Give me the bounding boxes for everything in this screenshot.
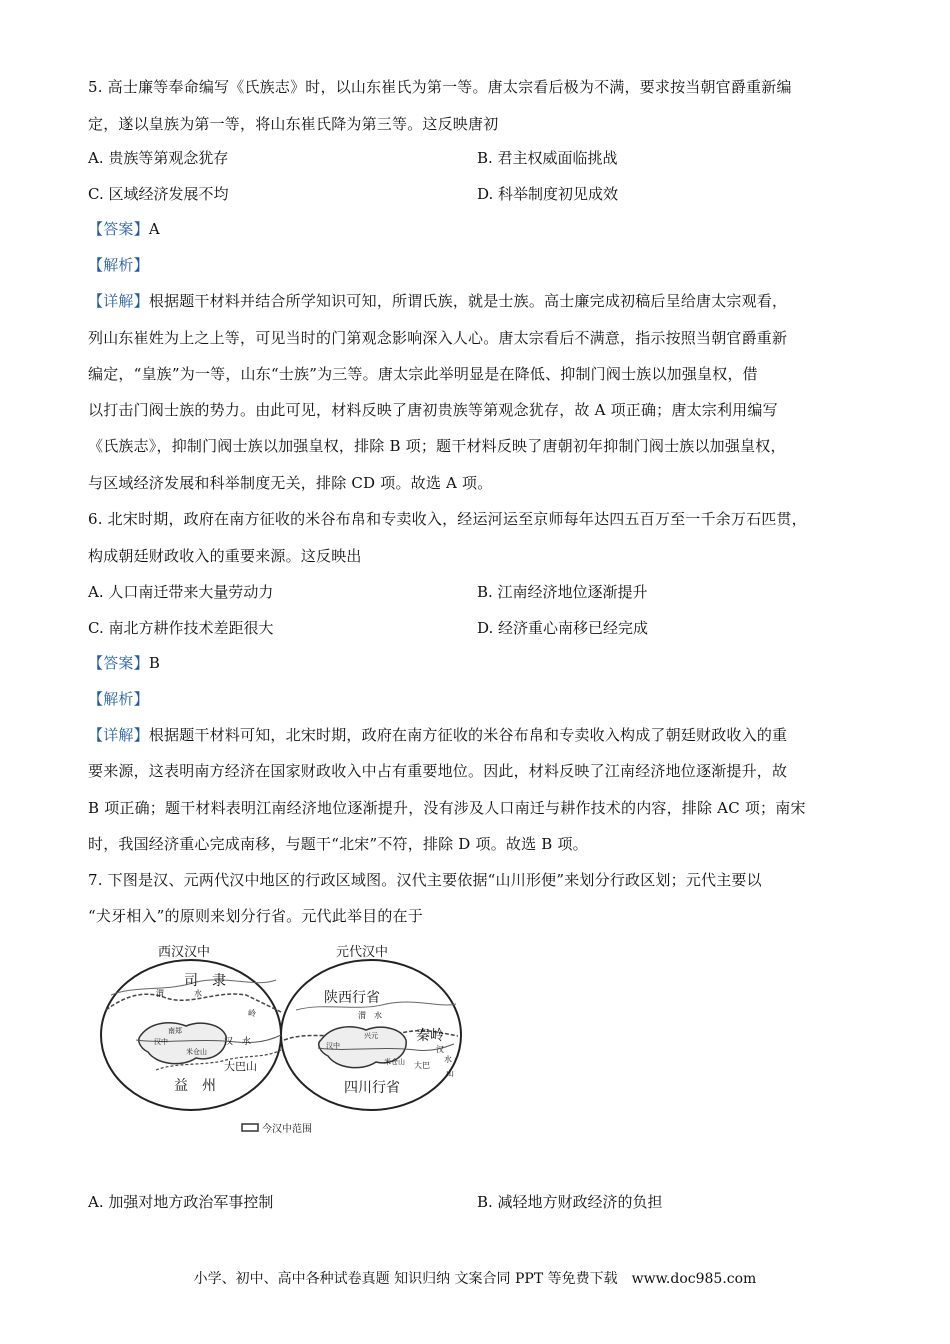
analysis-tag: 【解析】 — [88, 256, 149, 274]
q6-option-d: D. 经济重心南移已经完成 — [477, 619, 649, 637]
q7-stem-line-2: “犬牙相入”的原则来划分行省。元代此举目的在于 — [88, 907, 423, 925]
q6-option-b: B. 江南经济地位逐渐提升 — [477, 583, 648, 601]
han-yuan-hanzhong-map — [96, 940, 476, 1140]
q5-detail-line-5: 《氏族志》，抑制门阀士族以加强皇权，排除 B 项；题干材料反映了唐朝初年抑制门阀士族以加强皇权， — [88, 437, 786, 455]
q6-stem-line-1: 6. 北宋时期，政府在南方征收的米谷布帛和专卖收入，经运河运至京师每年达四五百万至一千余万石匹贯， — [88, 510, 807, 528]
q5-detail-line-4: 以打击门阀士族的势力。由此可见，材料反映了唐初贵族等第观念犹存，故 A 项正确；唐太宗利用编写 — [88, 401, 778, 419]
label-han-right: 汉 — [436, 1045, 444, 1054]
detail-text: 根据题干材料并结合所学知识可知，所谓氏族，就是士族。高士廉完成初稿后呈给唐太宗观看， — [148, 292, 788, 310]
detail-text: 根据题干材料可知，北宋时期，政府在南方征收的米谷布帛和专卖收入构成了朝廷财政收入的重 — [148, 726, 788, 744]
label-dabashan: 大巴山 — [224, 1060, 257, 1073]
q6-detail-line-1 — [88, 724, 787, 746]
q5-option-b: B. 君主权威面临挑战 — [477, 149, 618, 167]
q5-answer — [88, 218, 160, 240]
label-ling-left: 岭 — [248, 1009, 256, 1018]
q6-stem-line-2: 构成朝廷财政收入的重要来源。这反映出 — [88, 547, 362, 565]
q6-option-a: A. 人口南迁带来大量劳动力 — [88, 583, 274, 601]
label-sichuan: 四川行省 — [344, 1080, 400, 1096]
label-shui-left: 水 — [194, 989, 202, 998]
analysis-tag: 【解析】 — [88, 690, 149, 708]
q5-option-a: A. 贵族等第观念犹存 — [88, 149, 229, 167]
label-micang-left: 米仓山 — [186, 1048, 207, 1056]
label-yizhou: 益 州 — [174, 1078, 216, 1094]
map-figure — [96, 940, 476, 1140]
detail-tag: 【详解】 — [88, 726, 149, 744]
answer-tag: 【答案】 — [88, 220, 149, 238]
label-wei-right: 渭 水 — [358, 1011, 382, 1020]
label-hanzhong-left: 汉中 — [154, 1038, 168, 1046]
label-shui-right: 水 — [444, 1055, 452, 1064]
q6-analysis-tag — [88, 688, 149, 710]
label-micang-right: 米仓山 — [384, 1058, 405, 1066]
q6-detail-line-2: 要来源，这表明南方经济在国家财政收入中占有重要地位。因此，材料反映了江南经济地位逐渐提升，故 — [88, 762, 788, 780]
q5-detail-line-6: 与区域经济发展和科举制度无关，排除 CD 项。故选 A 项。 — [88, 474, 493, 492]
q5-option-c: C. 区域经济发展不均 — [88, 185, 229, 203]
q6-detail-line-4: 时，我国经济重心完成南移，与题干“北宋”不符，排除 D 项。故选 B 项。 — [88, 835, 588, 853]
q6-option-c: C. 南北方耕作技术差距很大 — [88, 619, 274, 637]
label-shan-right: 山 — [446, 1069, 454, 1078]
label-shaanxi: 陕西行省 — [324, 990, 380, 1006]
q5-detail-line-3: 编定，“皇族”为一等，山东“士族”为三等。唐太宗此举明显是在降低、抑制门阀士族以加强皇权，借 — [88, 365, 758, 383]
label-qinling: 秦岭 — [416, 1028, 444, 1044]
legend-swatch — [242, 1124, 258, 1131]
q5-option-d: D. 科举制度初见成效 — [477, 185, 619, 203]
q5-stem-line-2: 定，遂以皇族为第一等，将山东崔氏降为第三等。这反映唐初 — [88, 115, 499, 133]
left-map-title: 西汉汉中 — [158, 945, 211, 960]
label-hanzhong-right: 汉中 — [326, 1042, 340, 1050]
label-nanzheng: 南郑 — [168, 1027, 182, 1035]
q6-detail-line-3: B 项正确；题干材料表明江南经济地位逐渐提升，没有涉及人口南迁与耕作技术的内容，排除 AC 项；南宋 — [88, 799, 806, 817]
page-footer: 小学、初中、高中各种试卷真题 知识归纳 文案合同 PPT 等免费下载 www.doc985.com — [193, 1271, 757, 1287]
q6-answer — [88, 652, 160, 674]
q5-detail-line-2: 列山东崔姓为上之上等，可见当时的门第观念影响深入人心。唐太宗看后不满意，指示按照当朝官爵重新 — [88, 329, 788, 347]
q7-option-b: B. 减轻地方财政经济的负担 — [477, 1193, 663, 1211]
answer-tag: 【答案】 — [88, 654, 149, 672]
q5-detail-line-1 — [88, 290, 787, 312]
q7-option-a: A. 加强对地方政治军事控制 — [88, 1193, 274, 1211]
q5-analysis-tag — [88, 254, 149, 276]
q7-stem-line-1: 7. 下图是汉、元两代汉中地区的行政区域图。汉代主要依据“山川形便”来划分行政区划；元代主要以 — [88, 871, 762, 889]
label-daba-right: 大巴 — [414, 1061, 430, 1070]
answer-value: B — [148, 654, 161, 672]
label-sili: 司 隶 — [184, 973, 226, 989]
detail-tag: 【详解】 — [88, 292, 149, 310]
label-han-left: 汉 水 — [224, 1037, 252, 1047]
q5-stem-line-1: 5. 高士廉等奉命编写《氏族志》时，以山东崔氏为第一等。唐太宗看后极为不满，要求按当朝官爵重新编 — [88, 78, 792, 96]
legend-label: 今汉中范围 — [262, 1124, 312, 1135]
answer-value: A — [148, 220, 160, 238]
label-xingyuan: 兴元 — [364, 1032, 378, 1040]
right-map-title: 元代汉中 — [336, 945, 389, 960]
label-wei-left: 渭 — [156, 989, 164, 998]
